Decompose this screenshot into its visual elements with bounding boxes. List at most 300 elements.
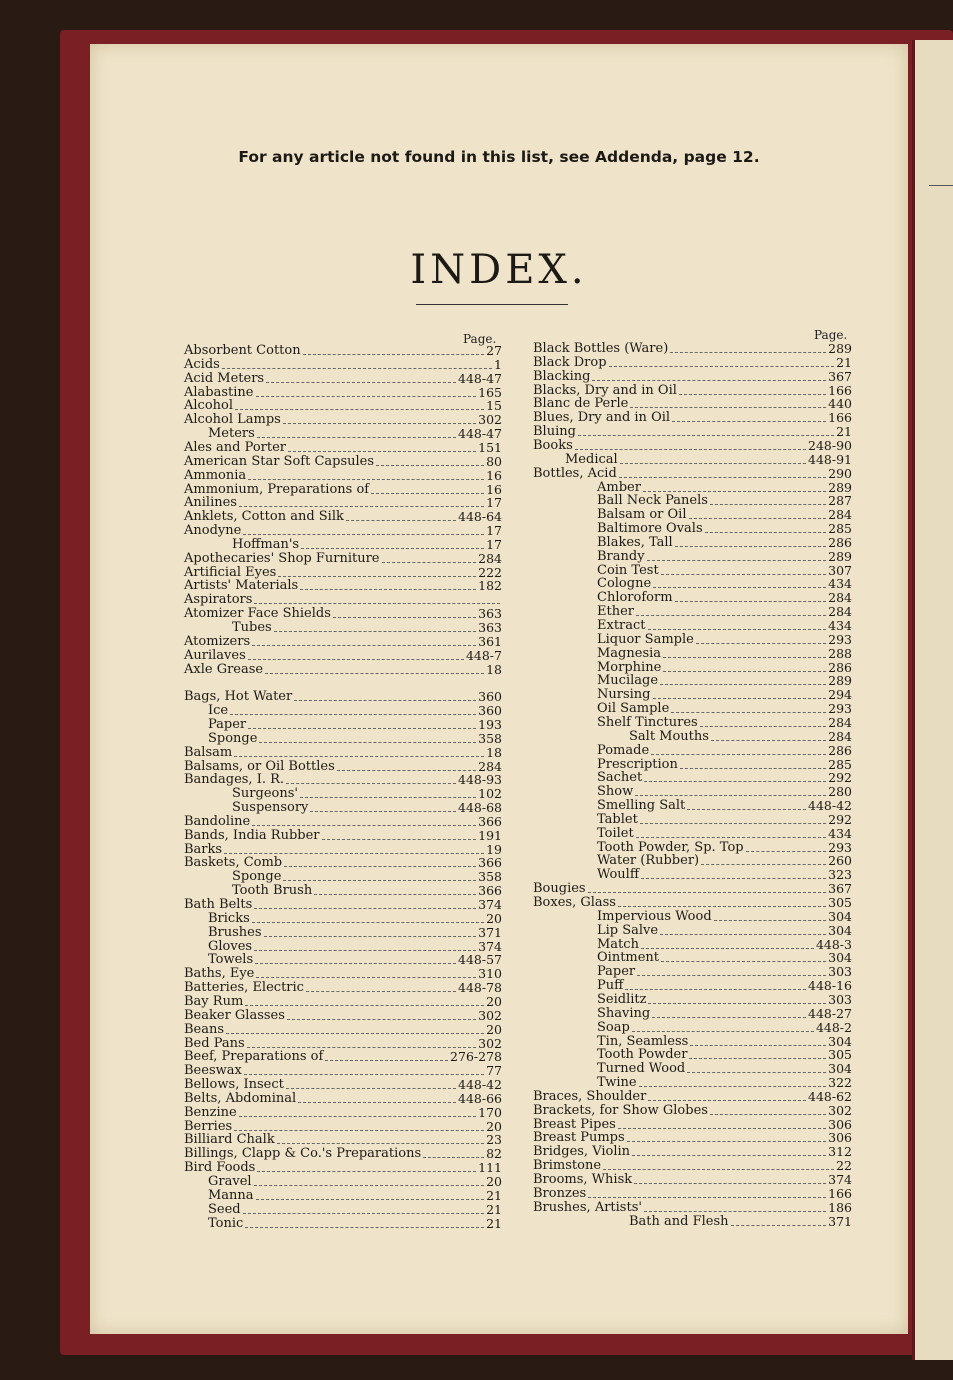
entry-name: Bay Rum (184, 993, 244, 1009)
entry-name: Bird Foods (184, 1160, 256, 1176)
leader-dots (588, 892, 827, 893)
entry-name: Shelf Tinctures (597, 714, 698, 730)
entry-name: Turned Wood (597, 1061, 686, 1077)
index-entry (184, 1078, 502, 1092)
entry-page: 358 (478, 730, 502, 746)
entry-page: 448-66 (458, 1090, 502, 1106)
entry-name: Black Drop (533, 354, 607, 370)
index-entry (597, 813, 852, 827)
entry-name: Match (597, 936, 639, 952)
entry-page: 286 (828, 742, 852, 758)
entry-name: Absorbent Cotton (184, 343, 301, 358)
leader-dots (643, 491, 826, 492)
entry-page: 304 (828, 1033, 852, 1049)
entry-name: Batteries, Electric (184, 980, 304, 996)
entry-name: Balsam (184, 744, 233, 760)
entry-name: Bronzes (533, 1185, 587, 1201)
entry-page: 434 (828, 576, 852, 592)
entry-page: 440 (828, 396, 852, 412)
index-entry (533, 896, 852, 910)
entry-page: 191 (478, 827, 502, 843)
leader-dots (637, 975, 826, 976)
entry-page: 366 (478, 883, 502, 899)
entry-name: Blanc de Perle (533, 396, 629, 412)
entry-name: Anklets, Cotton and Silk (184, 509, 344, 525)
entry-page: 448-7 (465, 647, 502, 663)
entry-page: 289 (828, 341, 852, 356)
entry-page: 304 (828, 950, 852, 966)
entry-name: Balsams, or Oil Bottles (184, 758, 335, 774)
leader-dots (641, 878, 826, 879)
entry-name: Impervious Wood (597, 908, 712, 924)
leader-dots (618, 1128, 826, 1129)
leader-dots (663, 671, 826, 672)
leader-dots (679, 394, 826, 395)
leader-dots (252, 645, 476, 646)
index-entry (208, 926, 502, 940)
leader-dots (322, 839, 477, 840)
entry-page: 17 (486, 536, 502, 552)
entry-name: Bed Pans (184, 1035, 245, 1051)
index-entry (184, 1092, 502, 1106)
entry-page: 285 (828, 521, 852, 537)
leader-dots (632, 1155, 826, 1156)
entry-name: Surgeons' (232, 786, 298, 802)
leader-dots (634, 1183, 826, 1184)
entry-page: 288 (828, 645, 852, 661)
leader-dots (746, 851, 827, 852)
entry-page: 322 (828, 1075, 852, 1091)
entry-name: Beef, Preparations of (184, 1049, 324, 1065)
leader-dots (248, 659, 464, 660)
index-entry (533, 1187, 852, 1201)
entry-name: Puff (597, 978, 624, 994)
entry-page: 82 (486, 1146, 502, 1162)
leader-dots (371, 493, 484, 494)
leader-dots (303, 354, 485, 355)
entry-name: Twine (597, 1075, 637, 1091)
leader-dots (675, 546, 826, 547)
leader-dots (648, 1100, 806, 1101)
entry-name: Alcohol (184, 398, 234, 414)
leader-dots (239, 1116, 476, 1117)
entry-page: 360 (478, 689, 502, 705)
entry-name: Extract (597, 618, 646, 633)
leader-dots (245, 1005, 484, 1006)
leader-dots (382, 562, 477, 563)
entry-name: Liquor Sample (597, 631, 694, 647)
leader-dots (651, 754, 826, 755)
index-entry (629, 730, 852, 744)
right-page-header: Page. (814, 328, 848, 342)
entry-page: 284 (828, 590, 852, 606)
entry-page: 448-64 (458, 509, 502, 525)
entry-page: 289 (828, 479, 852, 495)
entry-page: 166 (828, 1185, 852, 1201)
index-entry (184, 441, 502, 455)
leader-dots (230, 714, 476, 715)
entry-page: 371 (828, 1213, 852, 1229)
entry-page: 367 (828, 368, 852, 384)
entry-name: Morphine (597, 659, 662, 675)
entry-page: 20 (486, 910, 502, 926)
leader-dots (325, 1060, 448, 1061)
index-entry (597, 868, 852, 882)
entry-name: Smelling Salt (597, 798, 686, 814)
leader-dots (578, 435, 834, 436)
leader-dots (259, 742, 476, 743)
entry-page: 284 (478, 550, 502, 566)
entry-name: Magnesia (597, 645, 662, 661)
entry-name: Gloves (208, 938, 253, 954)
entry-name: Show (597, 784, 634, 800)
leader-dots (625, 989, 806, 990)
leader-dots (254, 603, 500, 604)
leader-dots (286, 1088, 456, 1089)
entry-name: Barks (184, 841, 223, 857)
entry-name: Apothecaries' Shop Furniture (184, 550, 380, 566)
index-entry (184, 815, 502, 829)
index-entry (597, 633, 852, 647)
index-entry (533, 439, 852, 453)
entry-page: 374 (478, 938, 502, 954)
entry-page: 293 (828, 839, 852, 855)
leader-dots (274, 631, 476, 632)
entry-name: Brandy (597, 548, 645, 564)
leader-dots (675, 601, 827, 602)
entry-name: Anodyne (184, 523, 242, 539)
entry-page: 434 (828, 618, 852, 633)
entry-name: Baltimore Ovals (597, 521, 703, 537)
entry-name: Ales and Porter (184, 439, 287, 455)
index-entry (232, 884, 502, 898)
entry-name: Aurilaves (184, 647, 246, 663)
leader-dots (300, 589, 476, 590)
leader-dots (224, 853, 484, 854)
adjacent-page-rule (929, 185, 953, 186)
leader-dots (257, 1171, 476, 1172)
index-entry (184, 552, 502, 566)
entry-page: 361 (478, 633, 502, 649)
index-entry (597, 716, 852, 730)
entry-page: 15 (486, 398, 502, 414)
leader-dots (277, 1143, 484, 1144)
leader-dots (640, 823, 826, 824)
entry-name: Brushes, Artists' (533, 1199, 642, 1215)
leader-dots (603, 1169, 834, 1170)
title-rule (416, 304, 568, 305)
leader-dots (711, 740, 826, 741)
index-entry (597, 522, 852, 536)
entry-page: 21 (836, 424, 852, 440)
leader-dots (376, 465, 484, 466)
entry-page: 20 (486, 993, 502, 1009)
entry-page: 284 (478, 758, 502, 774)
leader-dots (234, 1130, 484, 1131)
index-entry (597, 771, 852, 785)
entry-name: Anilines (184, 495, 237, 511)
index-entry (597, 924, 852, 938)
index-entry (208, 1203, 502, 1217)
entry-name: Ether (597, 604, 634, 620)
entry-page: 448-91 (808, 451, 852, 467)
entry-page: 80 (486, 453, 502, 469)
leader-dots (710, 504, 826, 505)
entry-page: 304 (828, 922, 852, 938)
entry-name: Soap (597, 1019, 630, 1035)
leader-dots (648, 629, 827, 630)
leader-dots (705, 532, 827, 533)
entry-name: Seed (208, 1201, 241, 1217)
entry-name: Bricks (208, 910, 250, 926)
entry-name: Brushes (208, 924, 262, 940)
entry-page: 16 (486, 467, 502, 483)
entry-name: Suspensory (232, 800, 309, 816)
entry-page: 21 (486, 1201, 502, 1217)
entry-name: Bandoline (184, 813, 251, 829)
entry-page: 280 (828, 784, 852, 800)
entry-name: Bottles, Acid (533, 465, 617, 481)
entry-page: 165 (478, 384, 502, 400)
leader-dots (619, 477, 826, 478)
leader-dots (714, 920, 826, 921)
entry-name: Black Bottles (Ware) (533, 341, 669, 356)
index-entry (232, 621, 502, 635)
leader-dots (636, 615, 826, 616)
entry-name: Paper (208, 716, 247, 732)
index-entry (533, 370, 852, 384)
leader-dots (256, 396, 477, 397)
index-entry (597, 1021, 852, 1035)
entry-page: 20 (486, 1118, 502, 1134)
entry-name: Berries (184, 1118, 233, 1134)
entry-name: Ammonium, Preparations of (184, 481, 370, 497)
entry-page: 166 (828, 410, 852, 426)
leader-dots (283, 880, 476, 881)
entry-page: 448-27 (808, 1005, 852, 1021)
page-title: INDEX. (410, 247, 588, 293)
entry-name: Brooms, Whisk (533, 1172, 633, 1187)
entry-name: Balsam or Oil (597, 507, 687, 523)
entry-page: 182 (478, 578, 502, 594)
entry-page: 448-2 (815, 1019, 852, 1035)
entry-name: Woulff (597, 867, 640, 883)
entry-page: 286 (828, 659, 852, 675)
entry-name: Nursing (597, 687, 651, 703)
entry-page: 260 (828, 853, 852, 869)
leader-dots (710, 1114, 826, 1115)
entry-page: 293 (828, 701, 852, 717)
entry-name: Tooth Brush (232, 883, 313, 899)
leader-dots (630, 407, 826, 408)
entry-name: Beans (184, 1021, 225, 1037)
leader-dots (627, 1141, 826, 1142)
leader-dots (298, 1102, 456, 1103)
entry-page: 448-68 (458, 800, 502, 816)
leader-dots (689, 1058, 826, 1059)
entry-page: 448-78 (458, 980, 502, 996)
entry-page: 286 (828, 534, 852, 550)
entry-page: 448-47 (458, 370, 502, 386)
entry-page: 292 (828, 811, 852, 827)
entry-page: 17 (486, 523, 502, 539)
index-entry (232, 538, 502, 552)
entry-page: 22 (836, 1158, 852, 1174)
leader-dots (243, 1213, 484, 1214)
entry-page: 358 (478, 869, 502, 885)
entry-name: American Star Soft Capsules (184, 453, 375, 469)
entry-page: 305 (828, 1047, 852, 1063)
entry-name: Baths, Eye (184, 966, 255, 982)
leader-dots (300, 797, 476, 798)
entry-page: 290 (828, 465, 852, 481)
index-entry (597, 647, 852, 661)
index-entry (184, 981, 502, 995)
entry-name: Lip Salve (597, 922, 659, 938)
entry-page: 23 (486, 1132, 502, 1148)
index-entry (184, 829, 502, 843)
leader-dots (310, 811, 456, 812)
entry-page: 323 (828, 867, 852, 883)
entry-page: 18 (486, 661, 502, 677)
leader-dots (661, 574, 826, 575)
entry-name: Bridges, Violin (533, 1144, 631, 1160)
entry-page: 276-278 (450, 1049, 502, 1065)
entry-name: Blakes, Tall (597, 534, 673, 550)
entry-name: Bags, Hot Water (184, 689, 293, 705)
index-entry (533, 342, 852, 356)
leader-dots (226, 1033, 484, 1034)
entry-name: Seidlitz (597, 991, 647, 1007)
entry-name: Billings, Clapp & Co.'s Preparations (184, 1146, 422, 1162)
index-entry (184, 649, 502, 663)
index-entry (232, 801, 502, 815)
entry-page: 310 (478, 966, 502, 982)
index-entry (184, 524, 502, 538)
entry-name: Blacks, Dry and in Oil (533, 382, 677, 398)
index-entry (184, 898, 502, 912)
entry-name: Tin, Seamless (597, 1033, 689, 1049)
leader-dots (701, 864, 826, 865)
index-entry (208, 704, 502, 718)
entry-name: Tonic (208, 1215, 244, 1231)
index-entry (184, 995, 502, 1009)
entry-page: 287 (828, 493, 852, 509)
leader-dots (294, 700, 476, 701)
entry-name: Books (533, 437, 573, 453)
entry-page: 374 (828, 1172, 852, 1187)
index-entry (184, 635, 502, 649)
entry-name: Shaving (597, 1005, 651, 1021)
leader-dots (248, 479, 484, 480)
entry-name: Bougies (533, 881, 586, 897)
addenda-notice: For any article not found in this list, see Addenda, page 12. (238, 148, 760, 166)
index-entry (208, 1217, 502, 1231)
leader-dots (245, 1227, 484, 1228)
index-entry (533, 356, 852, 370)
index-entry (597, 619, 852, 633)
leader-dots (264, 936, 477, 937)
entry-name: Sponge (232, 869, 282, 885)
entry-name: Tooth Powder (597, 1047, 688, 1063)
entry-name: Bandages, I. R. (184, 772, 285, 788)
index-entry (208, 912, 502, 926)
index-entry (533, 1201, 852, 1215)
leader-dots (423, 1157, 484, 1158)
entry-name: Benzine (184, 1104, 237, 1120)
index-entry (533, 425, 852, 439)
leader-dots (244, 1074, 484, 1075)
leader-dots (620, 463, 806, 464)
leader-dots (256, 977, 476, 978)
leader-dots (690, 1045, 826, 1046)
entry-name: Mucilage (597, 673, 659, 689)
leader-dots (301, 548, 484, 549)
index-entry (208, 718, 502, 732)
entry-page: 363 (478, 620, 502, 635)
entry-name: Beeswax (184, 1063, 242, 1079)
leader-dots (256, 1199, 485, 1200)
leader-dots (680, 768, 826, 769)
leader-dots (288, 451, 476, 452)
entry-name: Aspirators (184, 592, 253, 608)
leader-dots (660, 934, 826, 935)
entry-name: Baskets, Comb (184, 855, 283, 871)
index-entry (184, 1106, 502, 1120)
index-entry (597, 591, 852, 605)
entry-page: 312 (828, 1144, 852, 1160)
leader-dots (284, 866, 476, 867)
leader-dots (647, 560, 827, 561)
entry-page: 366 (478, 813, 502, 829)
entry-page: 303 (828, 964, 852, 980)
leader-dots (660, 684, 826, 685)
entry-page: 18 (486, 744, 502, 760)
entry-page: 367 (828, 881, 852, 897)
entry-name: Ice (208, 703, 229, 719)
index-entry (597, 799, 852, 813)
entry-page: 448-42 (458, 1077, 502, 1093)
index-entry (597, 910, 852, 924)
entry-page: 289 (828, 673, 852, 689)
leader-dots (653, 698, 827, 699)
entry-page: 151 (478, 439, 502, 455)
adjacent-page-edge (912, 40, 953, 1360)
index-entry (597, 1007, 852, 1021)
leader-dots (222, 368, 492, 369)
index-entry (208, 732, 502, 746)
index-entry (184, 469, 502, 483)
entry-name: Beaker Glasses (184, 1007, 285, 1023)
entry-name: Bands, India Rubber (184, 827, 320, 843)
entry-name: Oil Sample (597, 701, 670, 717)
entry-name: Alabastine (184, 384, 254, 400)
index-entry (565, 453, 852, 467)
entry-page: 27 (486, 343, 502, 358)
leader-dots (696, 643, 826, 644)
index-entry (533, 1104, 852, 1118)
leader-dots (641, 948, 814, 949)
leader-dots (265, 673, 484, 674)
leader-dots (247, 1047, 476, 1048)
index-entry (533, 1173, 852, 1187)
leader-dots (689, 518, 827, 519)
leader-dots (687, 1072, 826, 1073)
index-entry (533, 1090, 852, 1104)
entry-name: Tubes (232, 620, 272, 635)
entry-name: Medical (565, 451, 618, 467)
entry-name: Acid Meters (184, 370, 265, 386)
